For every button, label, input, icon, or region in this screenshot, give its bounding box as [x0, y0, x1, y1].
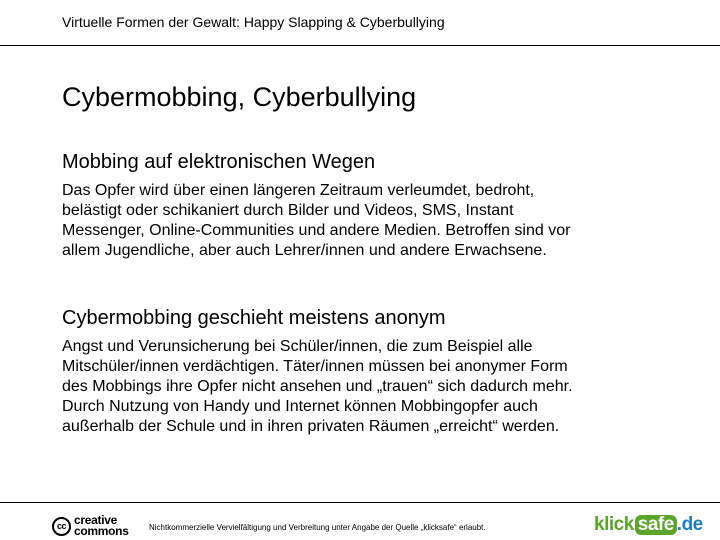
footer-divider: [0, 502, 720, 503]
body-line: belästigt oder schikaniert durch Bilder und Videos, SMS, Instant: [62, 202, 514, 219]
body-line: Messenger, Online-Communities und andere Medien. Betroffen sind vor: [62, 222, 571, 239]
section-body: [62, 181, 662, 261]
body-line: allem Jugendliche, aber auch Lehrer/innen und andere Erwachsene.: [62, 242, 547, 259]
klicksafe-logo-de: .de: [676, 514, 703, 535]
section-heading: Cybermobbing geschieht meistens anonym: [62, 307, 446, 329]
klicksafe-logo-klick: klick: [594, 514, 634, 535]
section-body: [62, 337, 662, 437]
section-anonym: [62, 307, 662, 437]
cc-wordmark-line2: commons: [74, 524, 129, 538]
slide-title: Cybermobbing, Cyberbullying: [62, 82, 417, 112]
cc-icon: cc: [52, 517, 71, 536]
section-heading: Mobbing auf elektronischen Wegen: [62, 151, 376, 173]
body-line: außerhalb der Schule und in ihren privaten Räumen „erreicht“ werden.: [62, 418, 560, 435]
body-line: des Mobbings ihre Opfer nicht ansehen und „trauen“ sich dadurch mehr.: [62, 378, 573, 395]
cc-wordmark-line1: creative: [74, 513, 117, 527]
header-title: Virtuelle Formen der Gewalt: Happy Slapping & Cyberbullying: [62, 14, 445, 30]
body-line: Durch Nutzung von Handy und Internet können Mobbingopfer auch: [62, 398, 538, 415]
body-line: Mitschüler/innen verdächtigen. Täter/innen müssen bei anonymer Form: [62, 358, 568, 375]
body-line: Das Opfer wird über einen längeren Zeitraum verleumdet, bedroht,: [62, 182, 535, 199]
section-mobbing-elektronisch: [62, 151, 662, 261]
cc-wordmark: [74, 515, 129, 537]
creative-commons-logo: [52, 514, 129, 538]
klicksafe-logo-safe: safe: [635, 515, 677, 535]
body-line: Angst und Verunsicherung bei Schüler/innen, die zum Beispiel alle: [62, 338, 533, 355]
header-divider: [0, 45, 720, 46]
klicksafe-logo: [594, 512, 703, 538]
footer-license-note: Nichtkommerzielle Vervielfältigung und Verbreitung unter Angabe der Quelle „klicksafe“ erlaubt.: [149, 523, 486, 532]
